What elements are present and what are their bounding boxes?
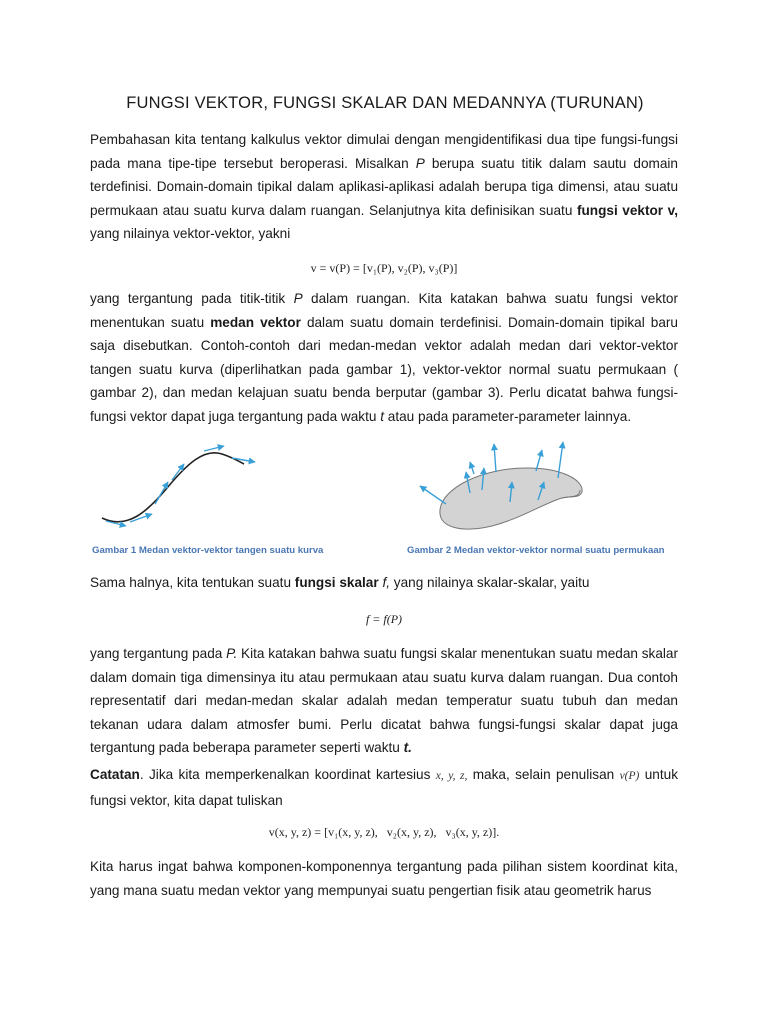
figure-1-caption: Gambar 1 Medan vektor-vektor tangen suatu kurva (92, 545, 324, 556)
paragraph-scalar-function (90, 571, 678, 595)
intro-text: Pembahasan kita tentang kalkulus vektor dimulai dengan mengidentifikasi dua tipe fungsi-fungsi pada mana tipe-tipe tersebut beroperasi. Misalkan (90, 132, 678, 171)
equation-cartesian (0, 825, 768, 840)
normal-arrow (494, 444, 496, 472)
vf-text-2: dalam ruangan. Kita katakan bahwa suatu fungsi vektor menentukan suatu (90, 291, 679, 330)
paragraph-components (90, 855, 678, 902)
sfield-text-2: Kita katakan bahwa suatu fungsi skalar menentukan suatu medan skalar dalam domain tiga dimensinya itu atau permukaan atau suatu kurva dalam ruangan. Dua contoh representatif dari medan-medan skalar adalah medan temperatur suatu tubuh dan medan tekanan udara dalam atmosfer bumi. Perlu dicatat bahwa fungsi-fungsi skalar dapat juga tergantung pada beberapa parameter seperti waktu (90, 646, 679, 755)
equation-scalar-function (0, 612, 768, 627)
var-p: P. (226, 646, 238, 661)
term-vector-field: medan vektor (210, 314, 301, 330)
term-scalar-function: fungsi skalar (294, 575, 379, 590)
figure-2-caption: Gambar 2 Medan vektor-vektor normal suatu permukaan (407, 545, 665, 556)
math-xyz: x, y, z, (435, 770, 468, 782)
sfield-text-1: yang tergantung pada (90, 646, 223, 661)
equation-text: v(x, y, z) = [v₁(x, y, z), v₂(x, y, z), v₃(x, y, z)]. (268, 825, 500, 839)
normal-arrow (420, 486, 446, 504)
paragraph-scalar-field (90, 642, 678, 760)
normal-arrow (536, 450, 542, 471)
paragraph-note (90, 763, 678, 812)
page-title: FUNGSI VEKTOR, FUNGSI SKALAR DAN MEDANNYA (TURUNAN) (126, 94, 644, 112)
note-text-2: maka, selain penulisan (472, 767, 615, 782)
normal-arrow (470, 462, 474, 474)
paragraph-vector-field (90, 287, 678, 428)
vf-text-4: atau pada parameter-parameter lainnya. (387, 408, 632, 424)
note-text-3: untuk fungsi vektor, kita dapat tuliskan (90, 767, 679, 808)
note-label: Catatan (90, 767, 140, 782)
equation-text: f = f(P) (365, 612, 403, 626)
vf-text-1: yang tergantung pada titik-titik (90, 291, 286, 306)
var-p: P (415, 155, 425, 171)
curve-line (102, 453, 244, 522)
vf-text-3: dalam suatu domain terdefinisi. Domain-domain tipikal baru saja disebutkan. Contoh-contoh dari medan-medan vektor adalah medan dari vektor-vektor tangen suatu kurva (diperlihatkan pada gambar 1), vektor-vektor normal suatu permukaan ( gambar 2), dan medan kelajuan suatu benda berputar (gambar 3). Perlu dicatat bahwa fungsi-fungsi vektor dapat juga tergantung pada waktu (90, 314, 678, 424)
math-vp: v(P) (619, 770, 640, 782)
var-f: f, (382, 575, 390, 590)
intro-text-3: yang nilainya vektor-vektor, yakni (90, 226, 291, 241)
tangent-arrow (204, 446, 224, 451)
var-t: t (380, 408, 384, 424)
var-t: t. (403, 740, 412, 755)
figure-normal-surface (412, 438, 594, 538)
equation-text: v = v(P) = [v₁(P), v₂(P), v₃(P)] (310, 261, 458, 275)
components-text: Kita harus ingat bahwa komponen-komponennya tergantung pada pilihan sistem koordinat kita, yang mana suatu medan vektor yang mempunyai suatu pengertian fisik atau geometrik harus (90, 859, 678, 898)
sf-text-1: Sama halnya, kita tentukan suatu (90, 575, 292, 590)
note-text-1: . Jika kita memperkenalkan koordinat kartesius (139, 767, 431, 782)
sf-text-2: yang nilainya skalar-skalar, yaitu (393, 575, 590, 590)
var-p: P (293, 291, 303, 306)
term-vector-function: fungsi vektor v, (576, 202, 678, 218)
tangent-arrow (155, 482, 168, 504)
intro-text-2: berupa suatu titik dalam sautu domain terdefinisi. Domain-domain tipikal dalam aplikasi-aplikasi adalah berupa tiga dimensi, atau suatu permukaan atau suatu kurva dalam ruangan. Selanjutnya kita definisikan suatu (90, 155, 678, 218)
equation-vector-function (0, 261, 768, 276)
figure-tangent-curve (92, 442, 272, 537)
paragraph-intro (90, 128, 678, 246)
